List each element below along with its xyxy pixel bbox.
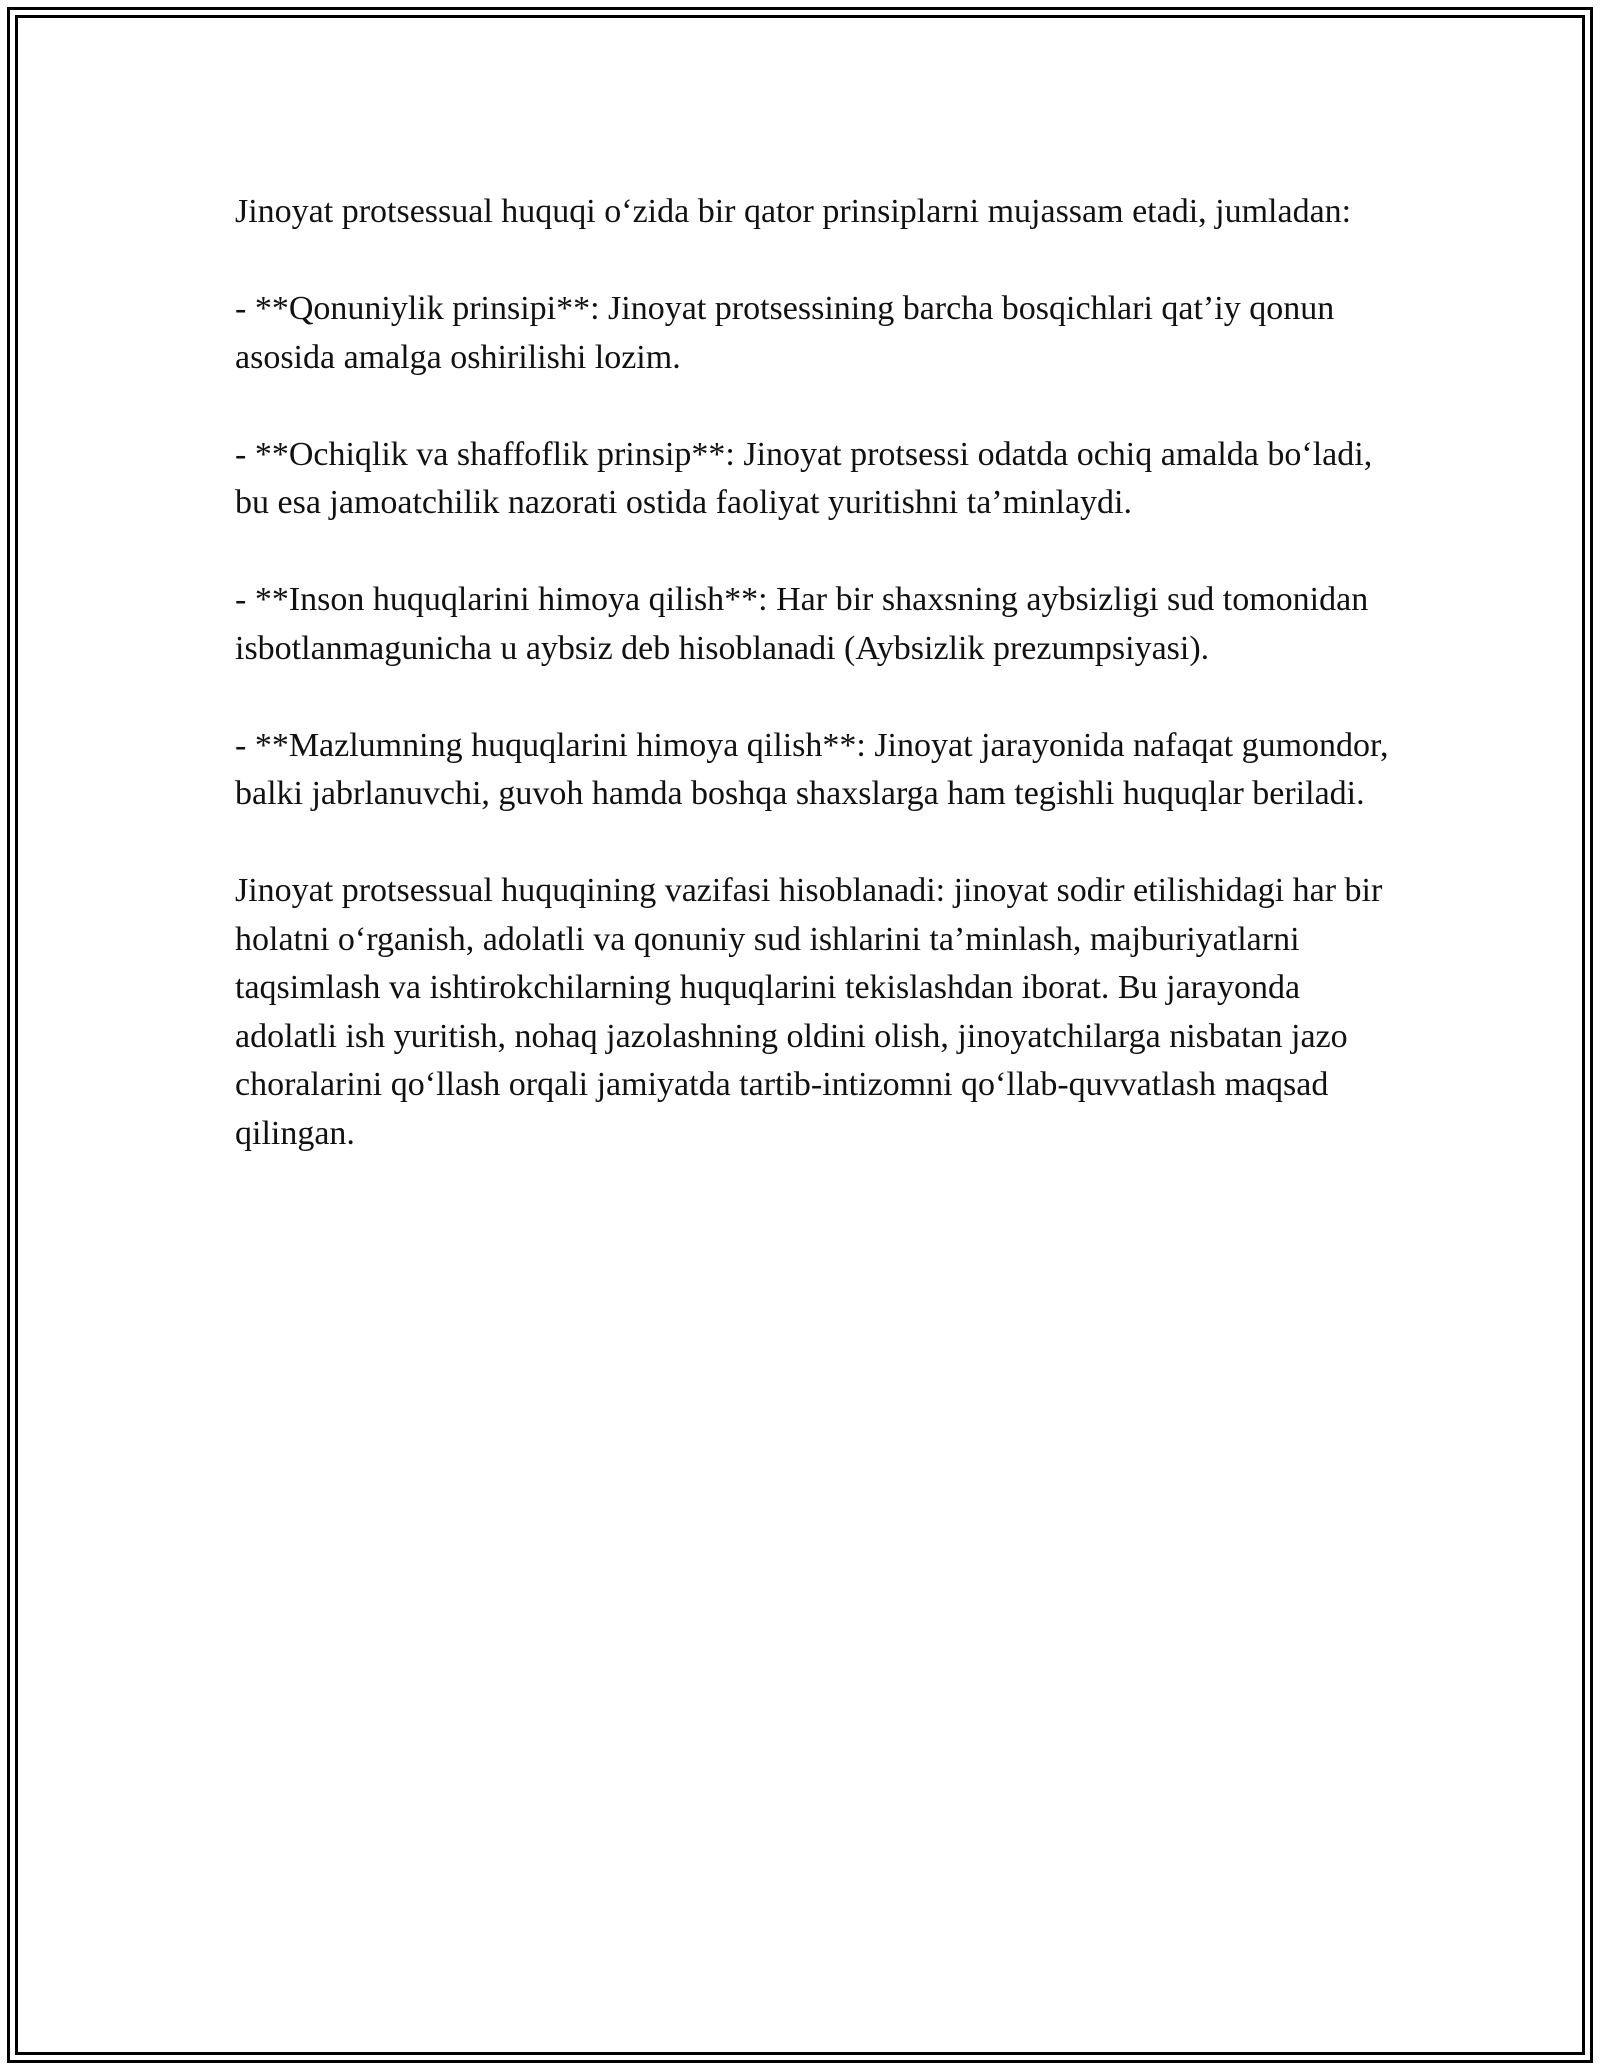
principle-victim-rights: - **Mazlumning huquqlarini himoya qilish**: Jinoyat jarayonida nafaqat gumondor, balki jabrlanuvchi, guvoh hamda boshqa shaxslarga ham tegishli huquqlar beriladi. <box>235 726 1389 812</box>
conclusion-paragraph: Jinoyat protsessual huquqining vazifasi hisoblanadi: jinoyat sodir etilishidagi har bir holatni o‘rganish, adolatli va qonuniy sud ishlarini ta’minlash, majburiyatlarni taqsimlash va ishtirokchilarning huquqlarini tekislashdan iborat. Bu jarayonda adolatli ish yuritish, nohaq jazolashning oldini olish, jinoyatchilarga nisbatan jazo choralarini qo‘llash orqali jamiyatda tartib-intizomni qo‘llab-quvvatlash maqsad qilingan. <box>235 872 1383 1152</box>
principle-openness: - **Ochiqlik va shaffoflik prinsip**: Jinoyat protsessi odatda ochiq amalda bo‘ladi, bu esa jamoatchilik nazorati ostida faoliyat yuritishni ta’minlaydi. <box>235 435 1373 521</box>
document-body <box>235 188 1395 1158</box>
principle-legality: - **Qonuniylik prinsipi**: Jinoyat protsessining barcha bosqichlari qat’iy qonun asosida amalga oshirilishi lozim. <box>235 290 1335 376</box>
principle-human-rights: - **Inson huquqlarini himoya qilish**: Har bir shaxsning aybsizligi sud tomonidan isbotlanmagunicha u aybsiz deb hisoblanadi (Aybsizlik prezumpsiyasi). <box>235 581 1369 667</box>
intro-paragraph: Jinoyat protsessual huquqi o‘zida bir qator prinsiplarni mujassam etadi, jumladan: <box>235 193 1352 230</box>
